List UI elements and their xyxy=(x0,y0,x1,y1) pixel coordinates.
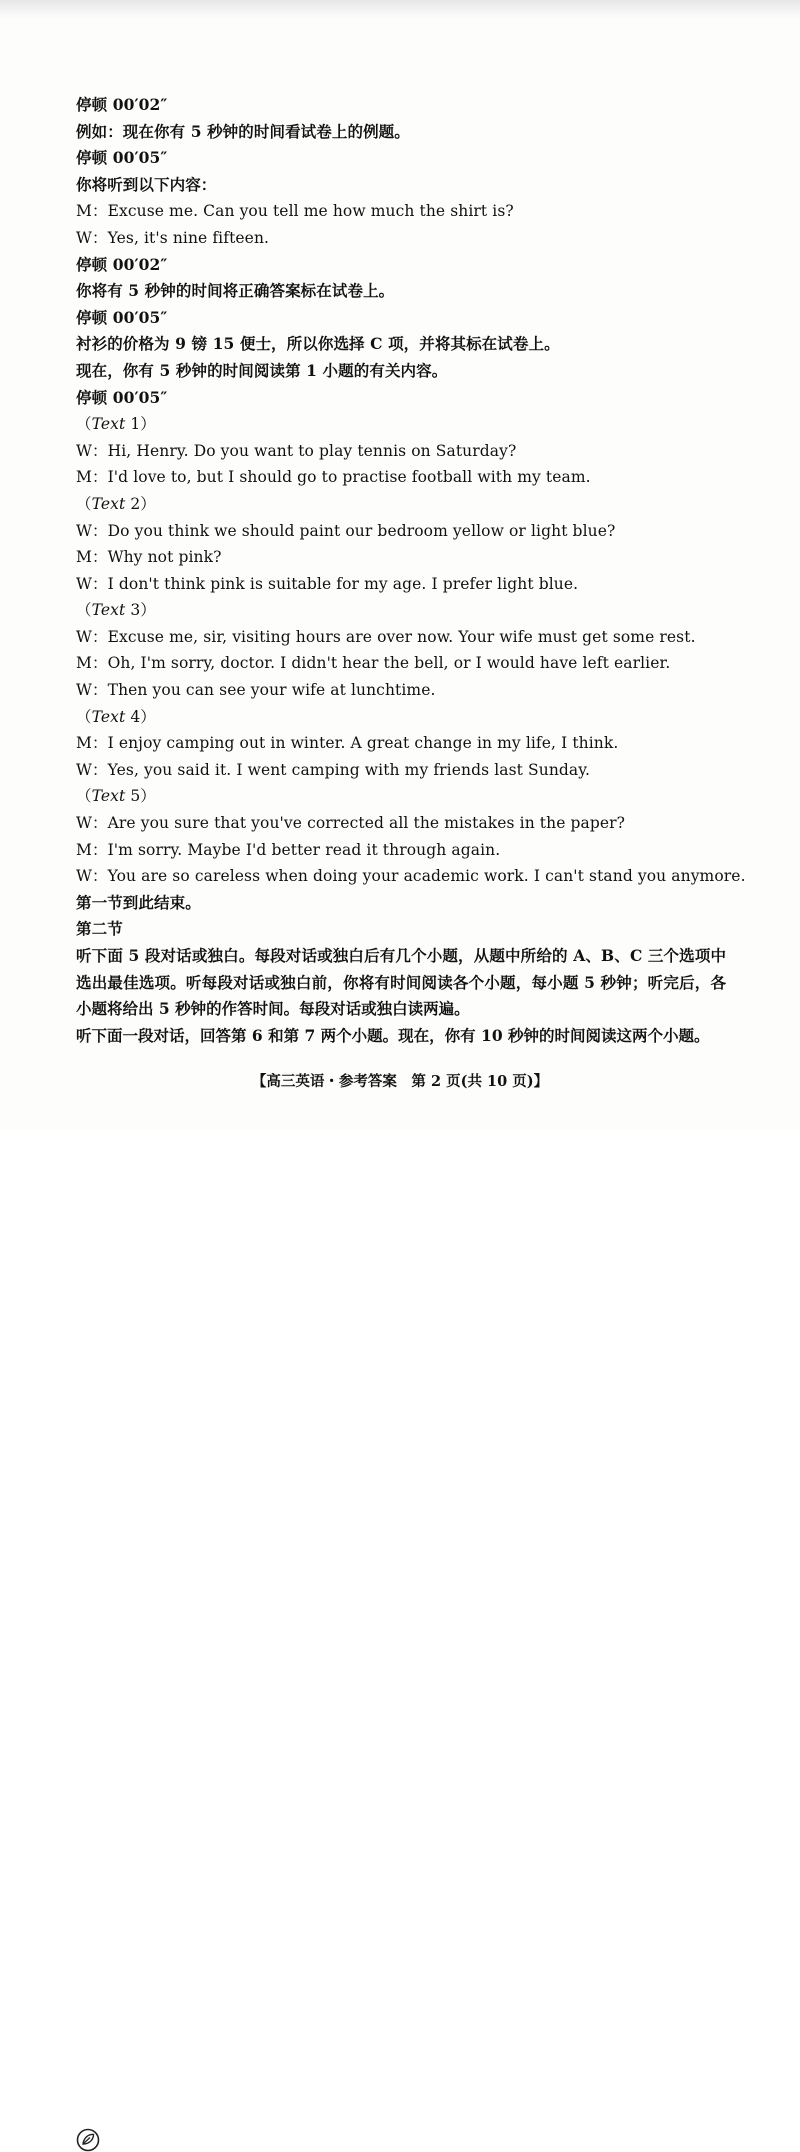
text-label-number: 4 xyxy=(130,707,141,726)
instruction-line: 停顿 00′05″ xyxy=(76,148,168,168)
dialogue-line: W：Then you can see your wife at lunchtime. xyxy=(76,681,436,700)
text-label-word: Text xyxy=(91,415,126,434)
text-label-word: Text xyxy=(91,601,126,620)
dialogue-line: M：Why not pink? xyxy=(76,548,222,567)
instruction-line: 第二节 xyxy=(76,919,123,939)
instruction-line: 现在，你有 5 秒钟的时间阅读第 1 小题的有关内容。 xyxy=(76,360,448,380)
dialogue-line: W：Yes, it's nine fifteen. xyxy=(76,228,270,247)
dialogue-line: W：Do you think we should paint our bedroom yellow or light blue? xyxy=(76,521,616,540)
page-footer xyxy=(0,1066,800,1096)
text-label: （Text 4） xyxy=(76,707,156,726)
leaf-circle-icon xyxy=(76,2128,100,2152)
text-label-word: Text xyxy=(91,494,126,513)
dialogue-line: M：I'd love to, but I should go to practise football with my team. xyxy=(76,468,591,487)
dialogue-line: M：I'm sorry. Maybe I'd better read it through again. xyxy=(76,840,501,859)
instruction-line: 第一节到此结束。 xyxy=(76,892,201,912)
instruction-line: 你将听到以下内容： xyxy=(76,174,217,194)
text-label-number: 3 xyxy=(130,601,141,620)
scan-edge-shadow xyxy=(0,0,800,18)
dialogue-line: W：I don't think pink is suitable for my age. I prefer light blue. xyxy=(76,574,579,593)
instruction-line: 衬衫的价格为 9 镑 15 便士，所以你选择 C 项，并将其标在试卷上。 xyxy=(76,334,560,354)
text-label-number: 2 xyxy=(130,494,141,513)
dialogue-line: W：Hi, Henry. Do you want to play tennis on Saturday? xyxy=(76,441,517,460)
footer-page-info: 【高三英语・参考答案 第 2 页(共 10 页)】 xyxy=(251,1073,549,1090)
dialogue-line: W：You are so careless when doing your academic work. I can't stand you anymore. xyxy=(76,867,746,886)
text-label: （Text 2） xyxy=(76,494,156,513)
dialogue-line: M：I enjoy camping out in winter. A great change in my life, I think. xyxy=(76,734,619,753)
instruction-line: 停顿 00′05″ xyxy=(76,387,168,407)
instruction-line: 你将有 5 秒钟的时间将正确答案标在试卷上。 xyxy=(76,281,395,301)
dialogue-line: W：Excuse me, sir, visiting hours are over now. Your wife must get some rest. xyxy=(76,627,696,646)
text-label: （Text 3） xyxy=(76,601,156,620)
text-label-word: Text xyxy=(91,787,126,806)
text-label-number: 5 xyxy=(130,787,141,806)
text-label: （Text 1） xyxy=(76,415,156,434)
instruction-line: 例如：现在你有 5 秒钟的时间看试卷上的例题。 xyxy=(76,121,410,141)
text-label-number: 1 xyxy=(130,415,141,434)
text-label-word: Text xyxy=(91,707,126,726)
instruction-line: 停顿 00′02″ xyxy=(76,254,168,274)
instruction-line: 停顿 00′02″ xyxy=(76,95,168,114)
section-2-instruction: 听下面 5 段对话或独白。每段对话或独白后有几个小题，从题中所给的 A、B、C 三个选项中选出最佳选项。听每段对话或独白前，你将有时间阅读各个小题，每小题 5 秒钟；听完后，各小题将给出 5 秒钟的作答时间。每段对话或独白读两遍。 xyxy=(76,946,726,1019)
dialogue-line: W：Yes, you said it. I went camping with my friends last Sunday. xyxy=(76,760,591,779)
dialogue-line: W：Are you sure that you've corrected all the mistakes in the paper? xyxy=(76,814,626,833)
questions-6-7-instruction: 听下面一段对话，回答第 6 和第 7 两个小题。现在，你有 10 秒钟的时间阅读这两个小题。 xyxy=(76,1025,710,1045)
dialogue-line: M：Excuse me. Can you tell me how much the shirt is? xyxy=(76,202,514,221)
transcript-lines xyxy=(76,92,746,943)
dialogue-line: M：Oh, I'm sorry, doctor. I didn't hear the bell, or I would have left earlier. xyxy=(76,654,671,673)
text-label: （Text 5） xyxy=(76,787,156,806)
listening-transcript xyxy=(76,92,746,1049)
instruction-line: 停顿 00′05″ xyxy=(76,307,168,327)
